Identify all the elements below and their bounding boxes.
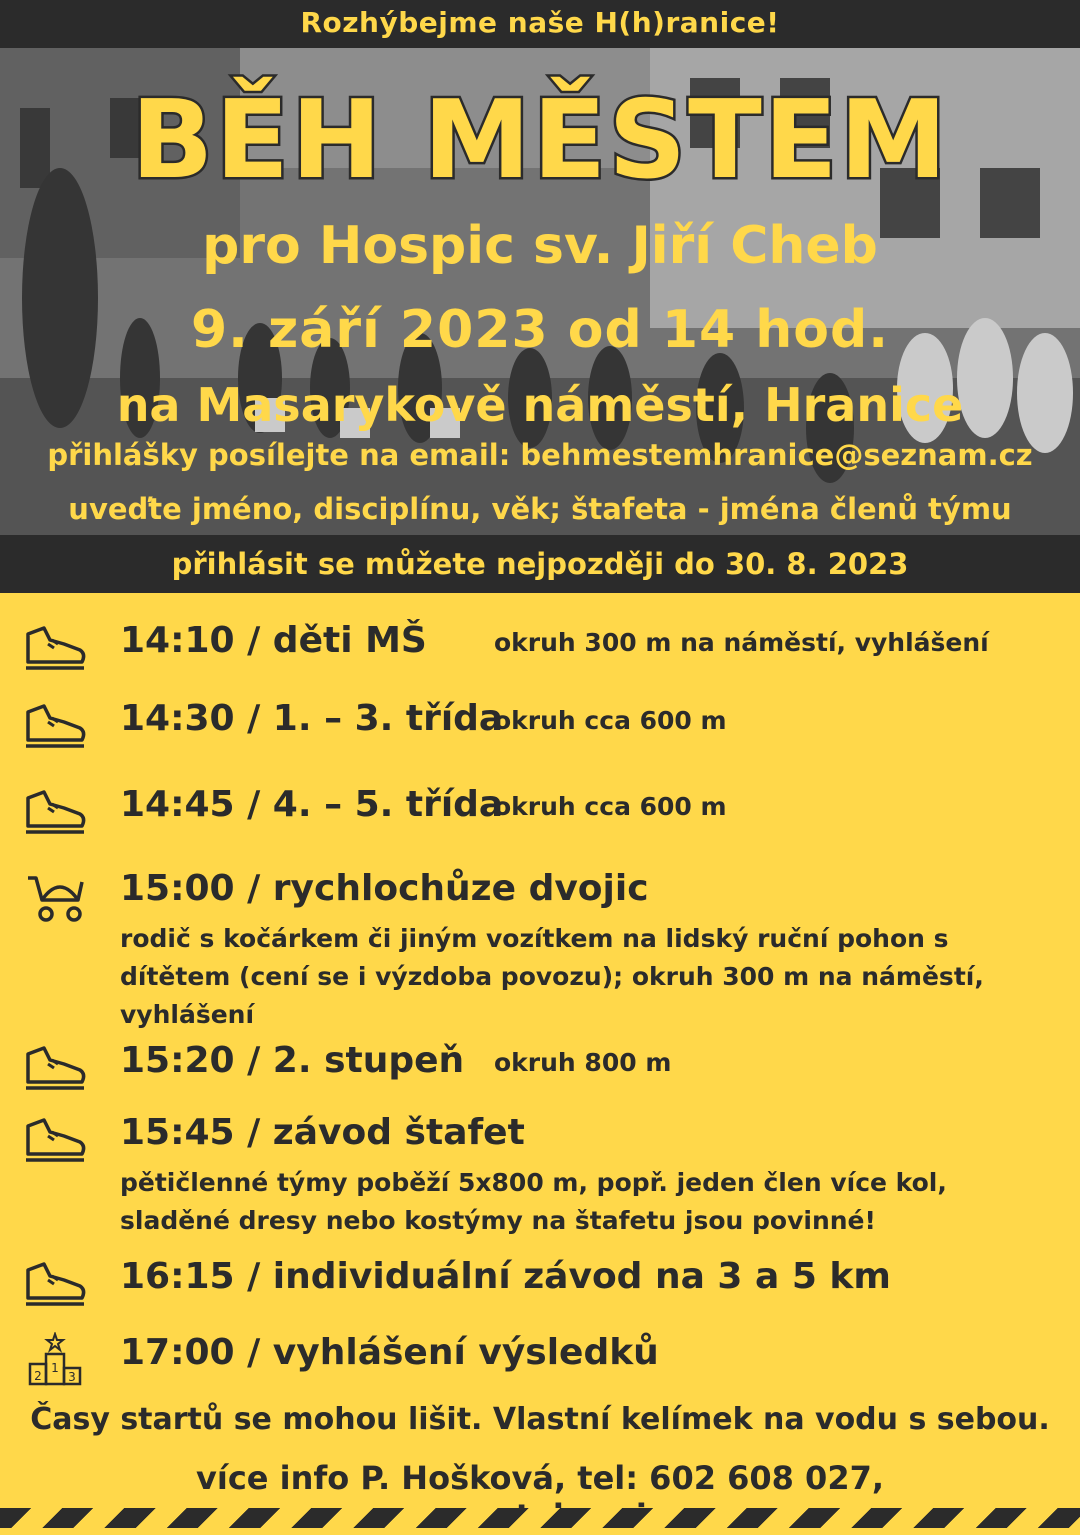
- footer-note: Časy startů se mohou lišit. Vlastní kelímek na vodu s sebou.: [30, 1402, 1050, 1437]
- hero-section: [0, 48, 1080, 535]
- footer-contact: více info P. Hošková, tel: 602 608 027,: [195, 1459, 884, 1497]
- podium-1: 1: [51, 1361, 59, 1375]
- running-shoe-icon: [20, 1256, 90, 1312]
- event-title: BĚH MĚSTEM: [130, 78, 950, 203]
- event-date: 9. září 2023 od 14 hod.: [190, 300, 890, 360]
- hazard-stripes: [0, 1508, 1080, 1528]
- stroller-icon: [20, 868, 90, 924]
- top-banner: [0, 0, 1080, 48]
- deadline-banner: [0, 535, 1080, 593]
- podium-3: 3: [68, 1370, 76, 1384]
- schedule-time: 17:00 / vyhlášení výsledků: [120, 1332, 659, 1373]
- running-shoe-icon: [20, 784, 90, 840]
- schedule-time: 14:10 / děti MŠ: [120, 620, 427, 661]
- schedule-detail: rodič s kočárkem či jiným vozítkem na lidský ruční pohon s dítětem (cení se i výzdoba povozu); okruh 300 m na náměstí, vyhlášení: [120, 924, 984, 1029]
- tagline: Rozhýbejme naše H(h)ranice!: [300, 6, 780, 39]
- schedule-time: 14:45 / 4. – 5. třída: [120, 784, 504, 825]
- schedule-time: 16:15 / individuální závod na 3 a 5 km: [120, 1256, 891, 1297]
- podium-icon: [20, 1332, 90, 1388]
- running-shoe-icon: [20, 1112, 90, 1168]
- schedule-desc: okruh 800 m: [494, 1048, 672, 1077]
- event-subtitle: pro Hospic sv. Jiří Cheb: [202, 216, 878, 276]
- running-shoe-icon: [20, 698, 90, 754]
- event-place: na Masarykově náměstí, Hranice: [116, 378, 964, 432]
- schedule-time: 15:00 / rychlochůze dvojic: [120, 868, 649, 909]
- schedule-time: 14:30 / 1. – 3. třída: [120, 698, 504, 739]
- podium-2: 2: [34, 1369, 42, 1383]
- schedule-desc: okruh 300 m na náměstí, vyhlášení: [494, 628, 989, 657]
- deadline-text: přihlásit se můžete nejpozději do 30. 8. 2023: [171, 547, 909, 581]
- running-shoe-icon: [20, 1040, 90, 1096]
- schedule-time: 15:45 / závod štafet: [120, 1112, 525, 1153]
- registration-note-line: uveďte jméno, disciplínu, věk; štafeta - jména členů týmu: [68, 492, 1012, 526]
- schedule-desc: okruh cca 600 m: [494, 706, 727, 735]
- registration-email-line: přihlášky posílejte na email: behmestemhranice@seznam.cz: [47, 438, 1033, 472]
- schedule-detail: pětičlenné týmy poběží 5x800 m, popř. jeden člen více kol, sladěné dresy nebo kostýmy na štafetu jsou povinné!: [120, 1168, 947, 1235]
- schedule-time: 15:20 / 2. stupeň: [120, 1040, 465, 1081]
- schedule-desc: okruh cca 600 m: [494, 792, 727, 821]
- running-shoe-icon: [20, 620, 90, 676]
